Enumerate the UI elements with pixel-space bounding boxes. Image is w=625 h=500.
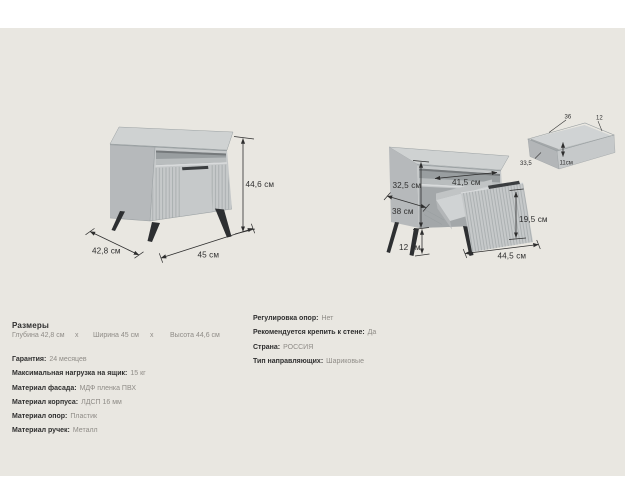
- spec-row: [253, 312, 376, 326]
- dimension-height: Высота 44,6 см: [170, 332, 220, 339]
- spec-value: Нет: [321, 315, 334, 322]
- dimension-separator: x: [75, 332, 79, 339]
- spec-value: Шариковые: [326, 357, 364, 365]
- drawer-front-height-label: 19,5 см: [519, 215, 548, 224]
- width-dimension: [159, 224, 254, 263]
- drawer-flat-panel: [180, 165, 213, 216]
- detail-width-label: 36: [564, 114, 572, 121]
- drawer-width-label: 44,5 см: [497, 251, 527, 261]
- spec-value: Металл: [72, 427, 98, 435]
- leg-front-right: [215, 209, 232, 238]
- niche-width-label: 41,5 см: [452, 178, 481, 187]
- spec-value: Да: [367, 329, 377, 337]
- depth-dimension: [86, 228, 144, 258]
- spec-row: [12, 353, 146, 367]
- spec-value: ЛДСП 16 мм: [81, 398, 122, 406]
- spec-row: [253, 341, 376, 355]
- spec-row: [12, 424, 146, 438]
- spec-label: Гарантия:: [12, 356, 47, 363]
- depth-dimension-label: 42,8 см: [92, 246, 121, 256]
- dimension-width: Ширина 45 см: [93, 332, 139, 339]
- spec-label: Тип направляющих:: [253, 357, 324, 365]
- cabinet-body: [110, 127, 233, 221]
- spec-list-left: [12, 353, 146, 439]
- spec-value: 24 месяцев: [49, 356, 87, 363]
- spec-row: [12, 382, 146, 396]
- spec-row: [253, 326, 376, 340]
- spec-label: Материал корпуса:: [12, 398, 79, 406]
- legs-height-label: 12 см: [399, 243, 421, 252]
- detail-end-label: 12: [596, 115, 603, 122]
- dimension-separator: x: [150, 332, 154, 339]
- spec-value: РОССИЯ: [283, 343, 314, 351]
- spec-row: [12, 410, 146, 424]
- spec-label: Рекомендуется крепить к стене:: [253, 329, 365, 337]
- detail-inner-height-label: 11см: [559, 160, 573, 167]
- dimension-depth: Глубина 42,8 см: [12, 332, 65, 339]
- height-dimension-label: 44,6 см: [245, 180, 275, 189]
- leg-back-left: [387, 222, 400, 253]
- spec-row: [12, 396, 146, 410]
- spec-row: [12, 367, 146, 381]
- inner-depth-label: 38 см: [392, 207, 414, 216]
- width-dimension-label: 45 см: [197, 250, 220, 260]
- sizes-title: Размеры: [12, 321, 50, 330]
- spec-label: Материал ручек:: [12, 427, 70, 435]
- leg-front-left: [148, 222, 161, 242]
- spec-value: МДФ пленка ПВХ: [79, 384, 136, 392]
- spec-label: Максимальная нагрузка на ящик:: [12, 370, 128, 378]
- carcass-height-label: 32,5 см: [392, 181, 422, 190]
- spec-label: Регулировка опор:: [253, 315, 319, 322]
- spec-list-right: [253, 312, 376, 369]
- spec-label: Материал фасада:: [12, 384, 77, 392]
- drawer-box-detail: [515, 105, 623, 175]
- cabinet-side-face: [110, 144, 155, 221]
- nightstand-closed-view: [40, 110, 285, 265]
- spec-label: Материал опор:: [12, 413, 68, 421]
- spec-value: Пластик: [70, 413, 98, 421]
- height-dimension: [234, 137, 274, 235]
- spec-row: [253, 355, 376, 369]
- detail-depth-label: 33,5: [520, 161, 532, 167]
- spec-value: 15 кг: [130, 370, 146, 378]
- spec-label: Страна:: [253, 343, 281, 351]
